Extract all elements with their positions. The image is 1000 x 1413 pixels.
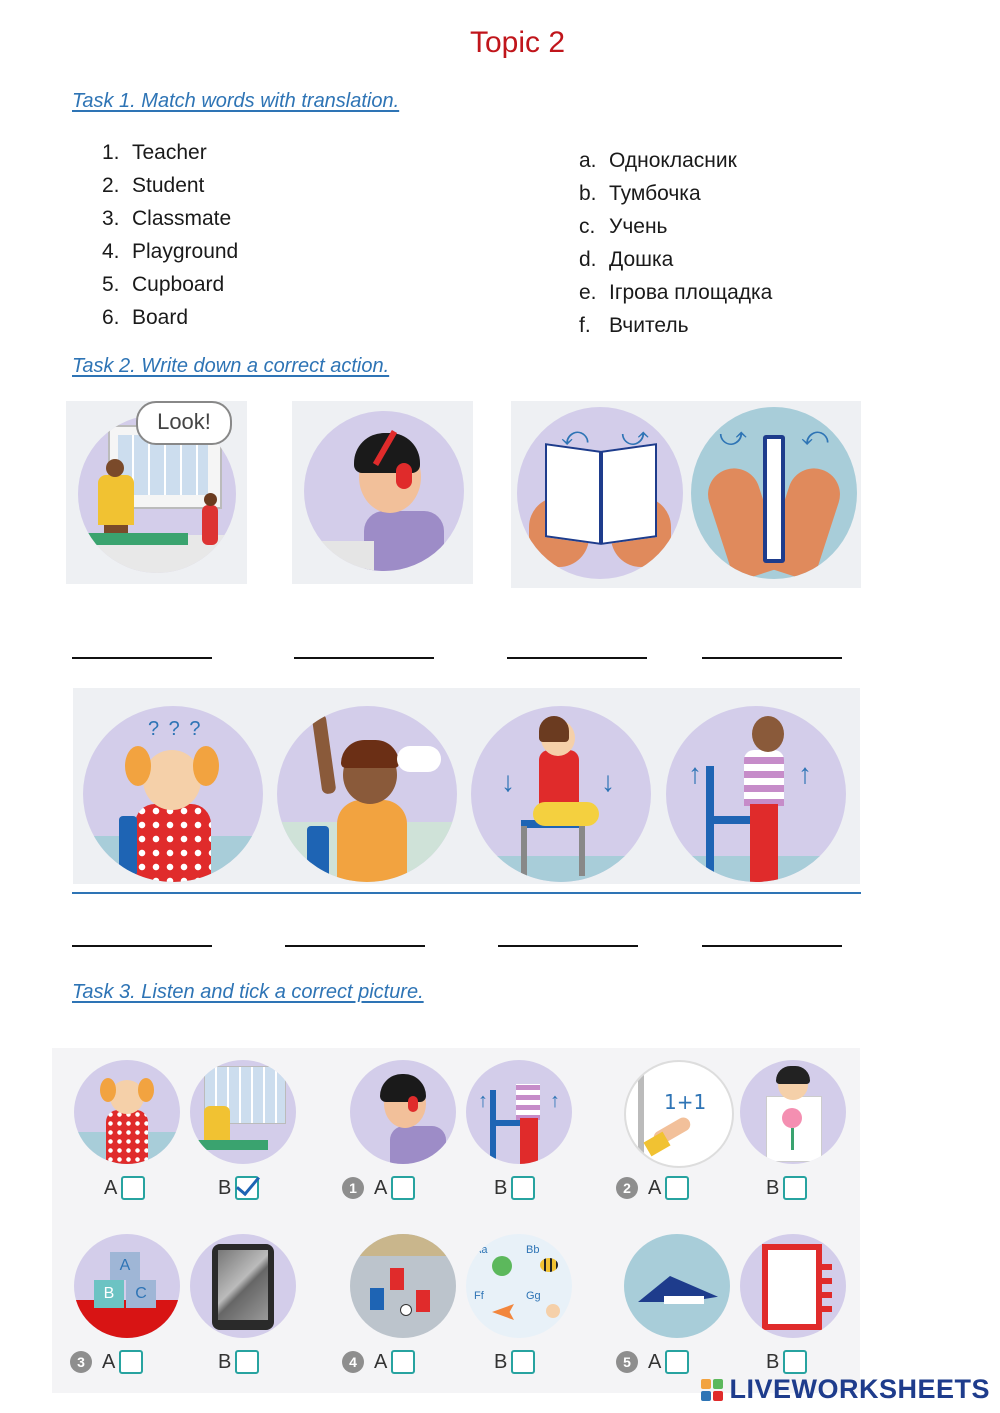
list-item: b. Тумбочка bbox=[579, 182, 701, 205]
checkbox[interactable] bbox=[511, 1350, 535, 1374]
board-sum: 1+1 bbox=[664, 1090, 707, 1114]
option-a[interactable]: 2 A bbox=[616, 1176, 689, 1200]
list-item: e. Ігрова площадка bbox=[579, 281, 773, 304]
picture-b bbox=[740, 1234, 846, 1338]
answer-line[interactable] bbox=[498, 945, 638, 947]
picture-a bbox=[74, 1060, 180, 1164]
raise-hand-picture bbox=[277, 706, 457, 882]
checkbox-checked[interactable] bbox=[235, 1176, 259, 1200]
option-a[interactable]: 3 A bbox=[70, 1350, 143, 1374]
answer-line[interactable] bbox=[702, 657, 842, 659]
english-word-list bbox=[102, 136, 238, 334]
option-b[interactable]: B bbox=[218, 1176, 259, 1200]
option-b[interactable]: B bbox=[766, 1176, 807, 1200]
tick-exercise-panel bbox=[52, 1048, 860, 1393]
list-item: d. Дошка bbox=[579, 248, 674, 271]
answer-line[interactable] bbox=[72, 945, 212, 947]
list-item: c. Учень bbox=[579, 215, 668, 238]
answer-line[interactable] bbox=[702, 945, 842, 947]
actions-picture-strip bbox=[73, 688, 860, 884]
checkbox[interactable] bbox=[665, 1350, 689, 1374]
liveworksheets-logo: LIVEWORKSHEETS bbox=[701, 1374, 990, 1405]
picture-b: ↑ ↑ bbox=[466, 1060, 572, 1164]
option-a[interactable]: 4 A bbox=[342, 1350, 415, 1374]
picture-b bbox=[740, 1060, 846, 1164]
checkbox[interactable] bbox=[511, 1176, 535, 1200]
option-b[interactable]: B bbox=[766, 1350, 807, 1374]
picture-b bbox=[190, 1234, 296, 1338]
sit-down-picture: ↓ ↓ bbox=[471, 706, 651, 882]
list-item: f. Вчитель bbox=[579, 314, 689, 337]
ukrainian-word-list bbox=[579, 144, 772, 342]
answer-line[interactable] bbox=[72, 657, 212, 659]
list-item: 6. Board bbox=[102, 306, 189, 329]
option-b[interactable]: B bbox=[218, 1350, 259, 1374]
option-a[interactable]: A bbox=[104, 1176, 145, 1200]
option-b[interactable]: B bbox=[494, 1350, 535, 1374]
answer-line[interactable] bbox=[507, 657, 647, 659]
checkbox[interactable] bbox=[121, 1176, 145, 1200]
list-item: 2. Student bbox=[102, 174, 205, 197]
answer-line[interactable] bbox=[285, 945, 425, 947]
checkbox[interactable] bbox=[783, 1176, 807, 1200]
list-item: 1. Teacher bbox=[102, 141, 207, 164]
answer-line[interactable] bbox=[294, 657, 434, 659]
brand-icon bbox=[701, 1379, 723, 1401]
picture-a: A B C bbox=[74, 1234, 180, 1338]
checkbox[interactable] bbox=[119, 1350, 143, 1374]
listen-picture bbox=[292, 401, 473, 584]
picture-a bbox=[350, 1060, 456, 1164]
picture-b bbox=[190, 1060, 296, 1164]
list-item: a. Однокласник bbox=[579, 149, 737, 172]
checkbox[interactable] bbox=[783, 1350, 807, 1374]
picture-a bbox=[624, 1060, 734, 1168]
checkbox[interactable] bbox=[665, 1176, 689, 1200]
list-item: 5. Cupboard bbox=[102, 273, 225, 296]
page-title: Topic 2 bbox=[469, 26, 566, 59]
option-a[interactable]: 5 A bbox=[616, 1350, 689, 1374]
picture-b: Aa Bb Ff Gg bbox=[466, 1234, 572, 1338]
question-marks: ? ? ? bbox=[148, 718, 203, 740]
stand-up-picture: ↑ ↑ bbox=[666, 706, 846, 882]
option-b[interactable]: B bbox=[494, 1176, 535, 1200]
checkbox[interactable] bbox=[391, 1350, 415, 1374]
task3-heading: Task 3. Listen and tick a correct picture. bbox=[72, 981, 424, 1003]
list-item: 4. Playground bbox=[102, 240, 239, 263]
open-close-book-picture: ⤺ ⤻ ⤻ ⤺ bbox=[511, 401, 861, 588]
look-picture bbox=[66, 401, 247, 584]
picture-a bbox=[624, 1234, 730, 1338]
divider bbox=[72, 892, 861, 894]
list-item: 3. Classmate bbox=[102, 207, 232, 230]
speech-bubble: Look! bbox=[136, 401, 232, 445]
picture-a bbox=[350, 1234, 456, 1338]
task1-heading: Task 1. Match words with translation. bbox=[72, 90, 400, 112]
task2-heading: Task 2. Write down a correct action. bbox=[72, 355, 390, 377]
checkbox[interactable] bbox=[235, 1350, 259, 1374]
option-a[interactable]: 1 A bbox=[342, 1176, 415, 1200]
checkbox[interactable] bbox=[391, 1176, 415, 1200]
